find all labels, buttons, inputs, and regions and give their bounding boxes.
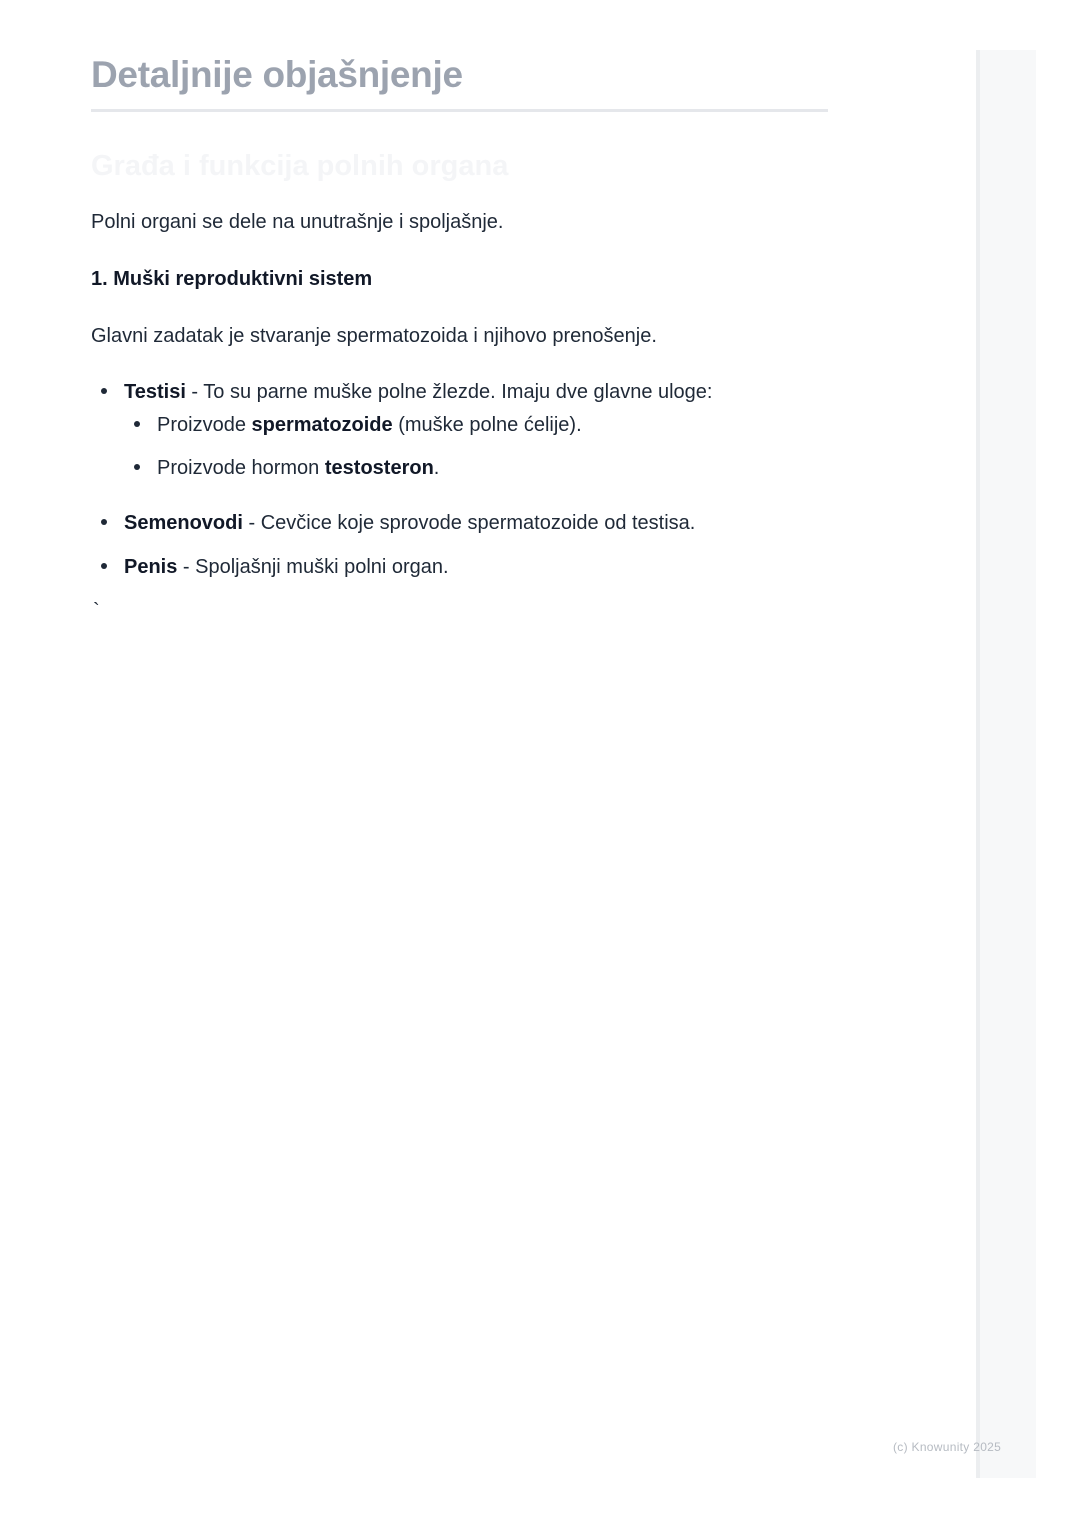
- bullet-dot: [134, 464, 140, 470]
- term-spermatozoide: spermatozoide: [251, 414, 393, 436]
- intro-paragraph: Polni organi se dele na unutrašnje i spoljašnje.: [91, 211, 504, 233]
- bullet-dot: [101, 388, 107, 394]
- term-testisi: Testisi: [124, 381, 186, 403]
- list-item-spermatozoidi: [157, 411, 582, 439]
- list-item-penis: [124, 553, 449, 581]
- term-penis: Penis: [124, 556, 178, 578]
- title-divider: [91, 109, 828, 112]
- sub2-after: .: [433, 457, 440, 479]
- subsection-heading: 1. Muški reproduktivni sistem: [91, 268, 373, 290]
- desc-testisi: - To su parne muške polne žlezde. Imaju dve glavne uloge:: [185, 381, 713, 403]
- list-item-testisi: [124, 378, 713, 406]
- sub2-before: Proizvode hormon: [157, 457, 325, 479]
- bullet-dot: [101, 563, 107, 569]
- term-semenovodi: Semenovodi: [124, 512, 243, 534]
- list-item-semenovodi: [124, 509, 695, 537]
- list-item-testosteron: [157, 454, 439, 482]
- sub1-before: Proizvode: [157, 414, 252, 436]
- desc-semenovodi: - Cevčice koje sprovode spermatozoide od testisa.: [242, 512, 696, 534]
- desc-penis: - Spoljašnji muški polni organ.: [177, 556, 449, 578]
- sub1-after: (muške polne ćelije).: [392, 414, 582, 436]
- term-testosteron: testosteron: [324, 457, 434, 479]
- page-title: Detaljnije objašnjenje: [91, 54, 463, 95]
- copyright-footer: (c) Knowunity 2025: [893, 1440, 1002, 1454]
- right-margin-panel: [976, 50, 1036, 1478]
- section-heading: Građa i funkcija polnih organa: [91, 150, 509, 182]
- bullet-dot: [134, 421, 140, 427]
- bullet-dot: [101, 519, 107, 525]
- stray-mark: `: [93, 600, 100, 622]
- main-task-paragraph: Glavni zadatak je stvaranje spermatozoida i njihovo prenošenje.: [91, 325, 657, 347]
